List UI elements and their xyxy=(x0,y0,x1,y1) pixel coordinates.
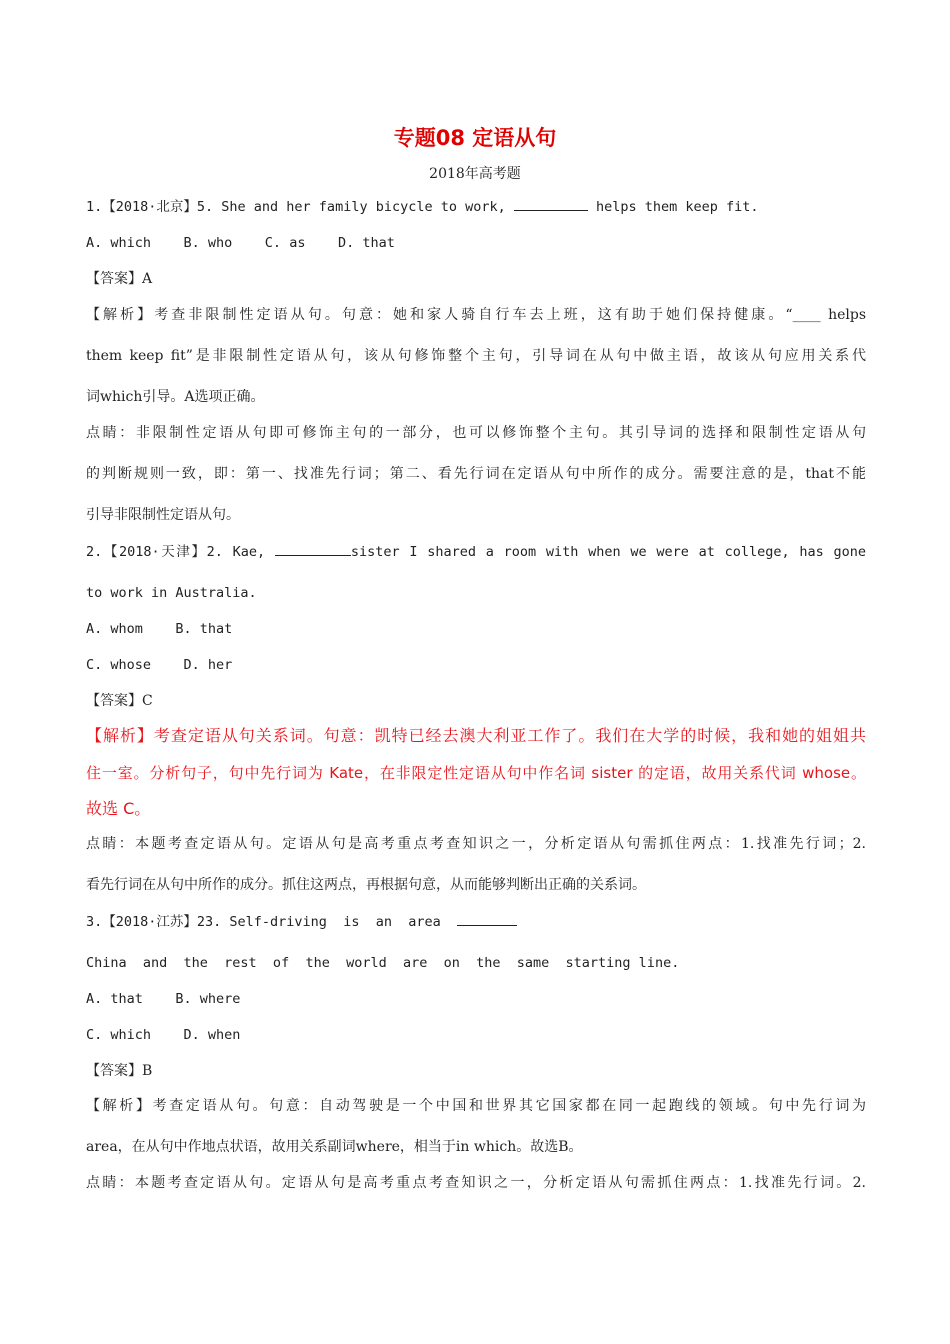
q1-options: A. which B. who C. as D. that xyxy=(86,235,395,251)
q3-blank xyxy=(457,913,517,926)
q2-tip-line1: 点睛：本题考查定语从句。定语从句是高考重点考查知识之一，分析定语从句需抓住两点：1.找准先行词；2. xyxy=(86,836,866,852)
q3-options-row2: C. which D. when xyxy=(86,1027,241,1043)
q2-analysis-line2: 住一室。分析句子，句中先行词为 Kate，在非限定性定语从句中作名词 sister 的定语，故用关系代词 whose。 xyxy=(86,764,866,782)
q3-tip-line1: 点睛：本题考查定语从句。定语从句是高考重点考查知识之一，分析定语从句需抓住两点：1.找准先行词。2. xyxy=(86,1175,866,1191)
q2-analysis-line1: 【解析】考查定语从句关系词。句意：凯特已经去澳大利亚工作了。我们在大学的时候，我和她的姐姐共 xyxy=(86,726,866,745)
q2-question: 2.【2018·天津】2. Kae, sister I shared a room with when we were at college, has gone xyxy=(86,544,866,560)
q1-blank xyxy=(514,198,588,211)
page-title: 专题08 定语从句 xyxy=(393,126,557,150)
q2-question-line2: to work in Australia. xyxy=(86,585,257,601)
q2-blank xyxy=(275,543,351,556)
q1-analysis-line2: them keep fit”是非限制性定语从句，该从句修饰整个主句，引导词在从句中做主语，故该从句应用关系代 xyxy=(86,348,866,364)
q1-tip-line3: 引导非限制性定语从句。 xyxy=(86,507,240,523)
q2-answer: 【答案】C xyxy=(86,693,153,709)
q3-options-row1: A. that B. where xyxy=(86,991,241,1007)
q1-tip-line2: 的判断规则一致，即：第一、找准先行词；第二、看先行词在定语从句中所作的成分。需要注意的是，that不能 xyxy=(86,466,866,482)
q3-question: 3.【2018·江苏】23. Self-driving is an area xyxy=(86,913,866,931)
q2-options-row2: C. whose D. her xyxy=(86,657,233,673)
q2-options-row1: A. whom B. that xyxy=(86,621,233,637)
q2-tip-line2: 看先行词在从句中所作的成分。抓住这两点，再根据句意，从而能够判断出正确的关系词。 xyxy=(86,877,646,893)
q3-question-line2: China and the rest of the world are on the same starting line. xyxy=(86,955,680,971)
q1-analysis-line1: 【解析】考查非限制性定语从句。句意：她和家人骑自行车去上班，这有助于她们保持健康。“____ helps xyxy=(86,307,866,323)
q3-analysis-line1: 【解析】考查定语从句。句意：自动驾驶是一个中国和世界其它国家都在同一起跑线的领域。句中先行词为 xyxy=(86,1098,866,1114)
q1-answer: 【答案】A xyxy=(86,271,153,287)
q2-analysis-line3: 故选 C。 xyxy=(86,799,151,818)
q1-question: 1.【2018·北京】5. She and her family bicycle to work, helps them keep fit. xyxy=(86,199,759,215)
q3-analysis-line2: area，在从句中作地点状语，故用关系副词where，相当于in which。故选B。 xyxy=(86,1139,583,1155)
page-subtitle: 2018年高考题 xyxy=(429,166,521,182)
q3-answer: 【答案】B xyxy=(86,1063,153,1079)
q1-tip-line1: 点睛：非限制性定语从句即可修饰主句的一部分，也可以修饰整个主句。其引导词的选择和限制性定语从句 xyxy=(86,425,866,441)
q1-analysis-line3: 词which引导。A选项正确。 xyxy=(86,389,265,405)
